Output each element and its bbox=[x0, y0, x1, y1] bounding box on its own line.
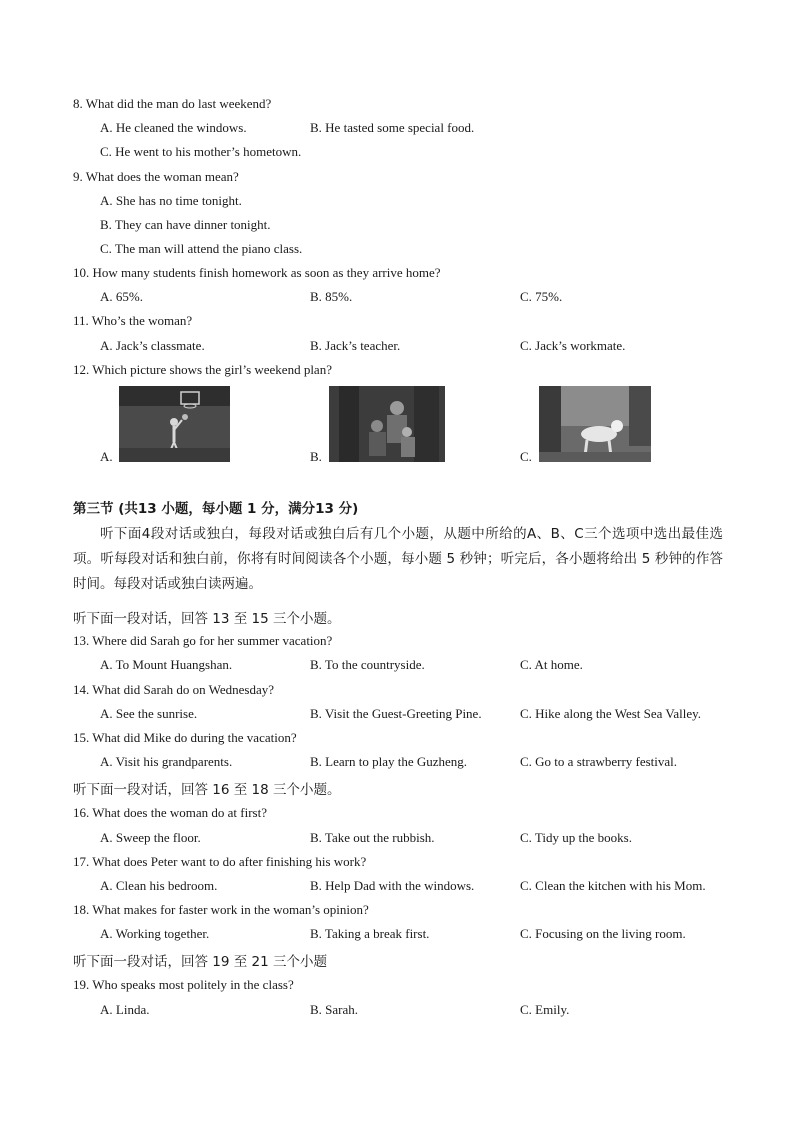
question-14: 14. What did Sarah do on Wednesday? bbox=[73, 682, 275, 697]
option-18b: B. Taking a break first. bbox=[310, 926, 430, 941]
option-16b: B. Take out the rubbish. bbox=[310, 830, 435, 845]
group-19-21-prompt: 听下面一段对话，回答 19 至 21 三个小题 bbox=[73, 954, 328, 970]
question-17: 17. What does Peter want to do after finishing his work? bbox=[73, 854, 367, 869]
question-15: 15. What did Mike do during the vacation? bbox=[73, 730, 297, 745]
option-9c: C. The man will attend the piano class. bbox=[100, 241, 303, 256]
option-17b: B. Help Dad with the windows. bbox=[310, 878, 475, 893]
option-8c: C. He went to his mother’s hometown. bbox=[100, 144, 302, 159]
option-16a: A. Sweep the floor. bbox=[100, 830, 201, 845]
option-13a: A. To Mount Huangshan. bbox=[100, 657, 233, 672]
question-16: 16. What does the woman do at first? bbox=[73, 805, 267, 820]
option-13c: C. At home. bbox=[520, 657, 583, 672]
option-11c: C. Jack’s workmate. bbox=[520, 338, 626, 353]
option-11b: B. Jack’s teacher. bbox=[310, 338, 401, 353]
option-11a: A. Jack’s classmate. bbox=[100, 338, 205, 353]
picture-c-label: C. bbox=[520, 449, 532, 464]
option-16c: C. Tidy up the books. bbox=[520, 830, 632, 845]
question-19: 19. Who speaks most politely in the class? bbox=[73, 977, 294, 992]
picture-a-label: A. bbox=[100, 449, 113, 464]
option-8b: B. He tasted some special food. bbox=[310, 120, 475, 135]
option-17c: C. Clean the kitchen with his Mom. bbox=[520, 878, 706, 893]
option-14c: C. Hike along the West Sea Valley. bbox=[520, 706, 702, 721]
option-19c: C. Emily. bbox=[520, 1002, 570, 1017]
option-18a: A. Working together. bbox=[100, 926, 210, 941]
option-8a: A. He cleaned the windows. bbox=[100, 120, 247, 135]
option-9a: A. She has no time tonight. bbox=[100, 193, 242, 208]
option-15a: A. Visit his grandparents. bbox=[100, 754, 233, 769]
option-10a: A. 65%. bbox=[100, 289, 143, 304]
people-picture bbox=[329, 386, 445, 462]
picture-b-label: B. bbox=[310, 449, 322, 464]
option-10c: C. 75%. bbox=[520, 289, 563, 304]
option-13b: B. To the countryside. bbox=[310, 657, 425, 672]
option-19b: B. Sarah. bbox=[310, 1002, 359, 1017]
option-18c: C. Focusing on the living room. bbox=[520, 926, 686, 941]
question-8: 8. What did the man do last weekend? bbox=[73, 96, 272, 111]
question-12: 12. Which picture shows the girl’s weekend plan? bbox=[73, 362, 332, 377]
question-18: 18. What makes for faster work in the woman’s opinion? bbox=[73, 902, 369, 917]
group-16-18-prompt: 听下面一段对话，回答 16 至 18 三个小题。 bbox=[73, 782, 341, 798]
option-14b: B. Visit the Guest-Greeting Pine. bbox=[310, 706, 482, 721]
section-3-instructions: 听下面4段对话或独白，每段对话或独白后有几个小题，从题中所给的A、B、C三个选项中选出最佳选项。听每段对话和独白前，你将有时间阅读各个小题，每小题 5 秒钟；听完后，各小题将给出 5 秒钟的作答时间。每段对话或独白读两遍。 bbox=[73, 526, 723, 592]
question-11: 11. Who’s the woman? bbox=[73, 313, 193, 328]
group-13-15-prompt: 听下面一段对话，回答 13 至 15 三个小题。 bbox=[73, 611, 341, 627]
dog-picture bbox=[539, 386, 651, 462]
question-13: 13. Where did Sarah go for her summer vacation? bbox=[73, 633, 333, 648]
question-10: 10. How many students finish homework as soon as they arrive home? bbox=[73, 265, 441, 280]
option-14a: A. See the sunrise. bbox=[100, 706, 198, 721]
option-15b: B. Learn to play the Guzheng. bbox=[310, 754, 468, 769]
section-3-title: 第三节 (共13 小题，每小题 1 分，满分13 分) bbox=[73, 501, 359, 517]
question-9: 9. What does the woman mean? bbox=[73, 169, 239, 184]
option-9b: B. They can have dinner tonight. bbox=[100, 217, 271, 232]
option-19a: A. Linda. bbox=[100, 1002, 150, 1017]
option-10b: B. 85%. bbox=[310, 289, 353, 304]
option-15c: C. Go to a strawberry festival. bbox=[520, 754, 678, 769]
basketball-picture bbox=[119, 386, 230, 462]
option-17a: A. Clean his bedroom. bbox=[100, 878, 218, 893]
